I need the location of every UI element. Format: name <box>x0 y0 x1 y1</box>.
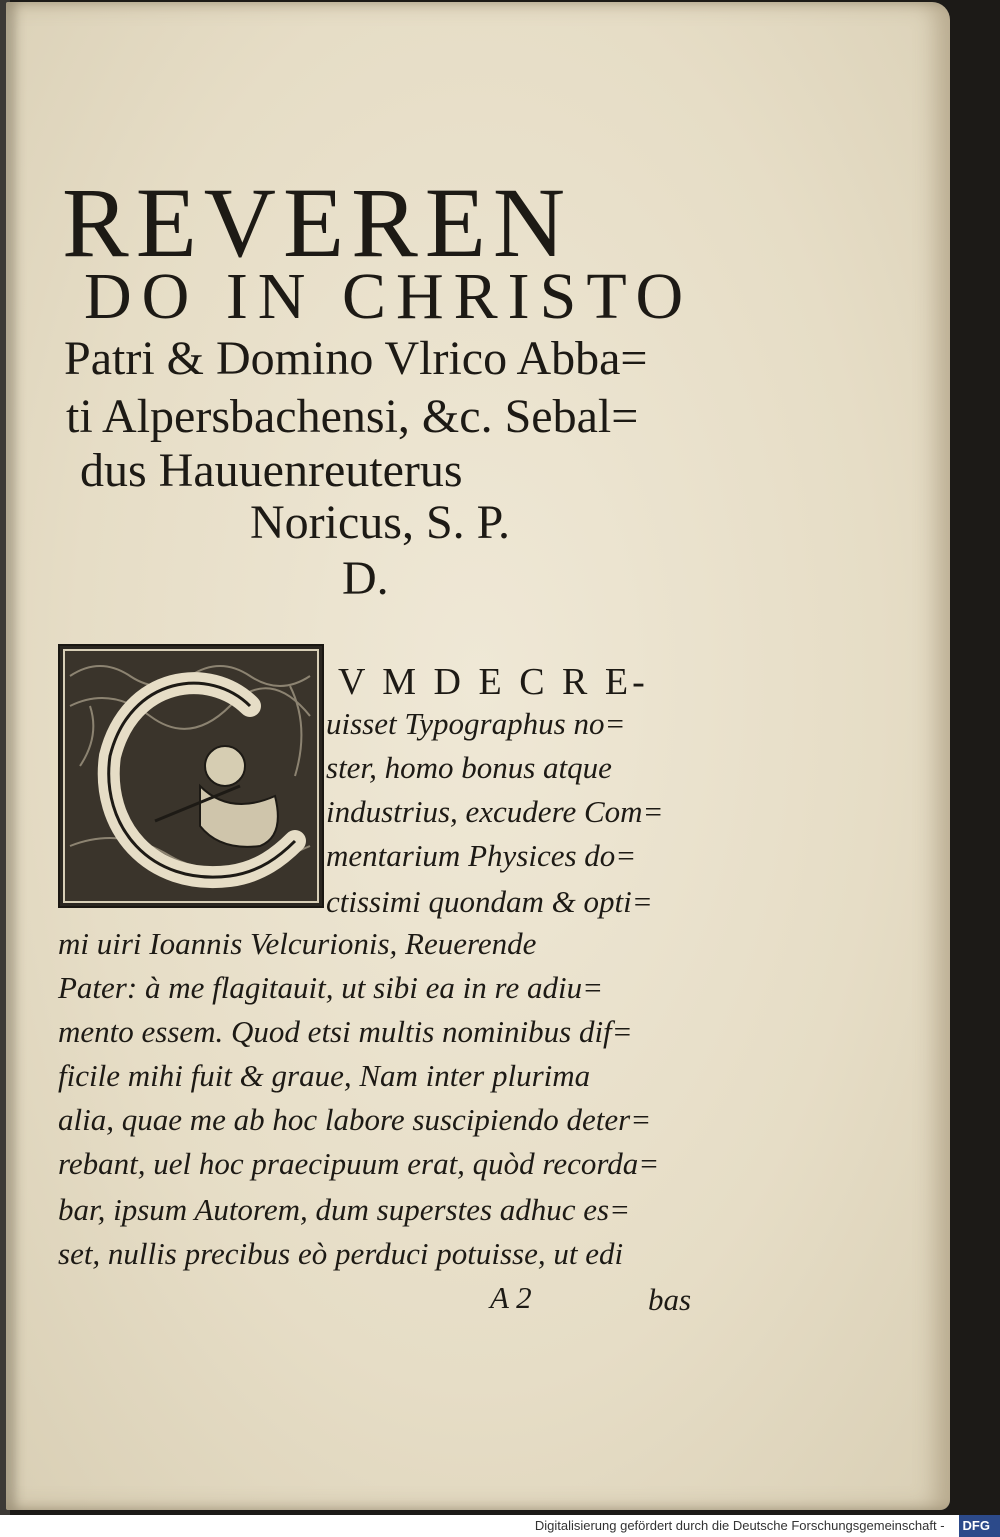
body-line: mentarium Physices do= <box>326 838 637 873</box>
body-line: rebant, uel hoc praecipuum erat, quòd recorda= <box>58 1146 660 1181</box>
body-line: alia, quae me ab hoc labore suscipiendo deter= <box>58 1102 652 1137</box>
digitization-footer <box>0 1515 1000 1537</box>
body-line: ctissimi quondam & opti= <box>326 884 653 919</box>
body-line: industrius, excudere Com= <box>326 794 664 829</box>
body-line: Pater: à me flagitauit, ut sibi ea in re adiu= <box>58 970 603 1005</box>
woodcut-initial-icon <box>60 646 322 906</box>
body-line: mi uiri Ioannis Velcurionis, Reuerende <box>58 926 537 961</box>
title-line-5: dus Hauuenreuterus <box>80 444 463 497</box>
title-line-7: D. <box>342 552 389 605</box>
title-line-2: DO IN CHRISTO <box>84 260 694 333</box>
signature-mark: A 2 <box>490 1280 532 1315</box>
dfg-logo: DFG <box>959 1515 1000 1537</box>
body-line: V M D E C R E- <box>338 661 649 703</box>
title-line-4: ti Alpersbachensi, &c. Sebal= <box>66 390 639 443</box>
footer-text: Digitalisierung gefördert durch die Deutsche Forschungsgemeinschaft - <box>534 1518 945 1533</box>
catchword: bas <box>648 1282 692 1317</box>
title-line-3: Patri & Domino Vlrico Abba= <box>64 332 648 385</box>
body-line: set, nullis precibus eò perduci potuisse, ut edi <box>58 1236 624 1271</box>
body-line: bar, ipsum Autorem, dum superstes adhuc es= <box>58 1192 631 1227</box>
decorated-initial-c <box>58 644 324 908</box>
title-line-1: REVEREN <box>62 167 573 278</box>
body-line: ficile mihi fuit & graue, Nam inter plurima <box>58 1058 591 1093</box>
title-line-6: Noricus, S. P. <box>250 496 511 549</box>
body-line: uisset Typographus no= <box>326 706 626 741</box>
body-line: ster, homo bonus atque <box>326 750 612 785</box>
body-line: mento essem. Quod etsi multis nominibus dif= <box>58 1014 633 1049</box>
